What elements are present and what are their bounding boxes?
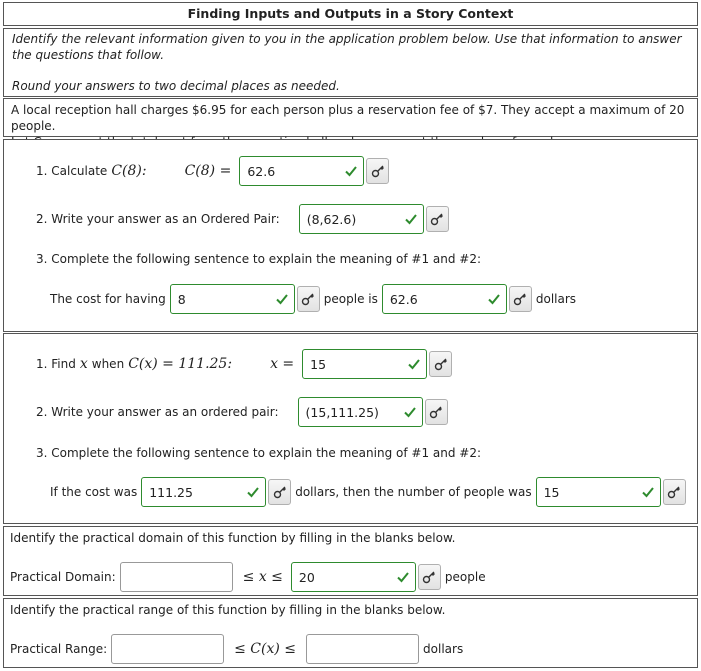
part2-q1-label: 1. Find (36, 357, 76, 371)
check-icon (488, 293, 500, 305)
range-panel (3, 598, 698, 668)
check-icon (642, 486, 654, 498)
part1-q1-lhs: C(8) = (184, 163, 232, 179)
key-icon (429, 405, 443, 419)
domain-panel (3, 526, 698, 596)
part1-q2-answer-value: (8,62.6) (306, 211, 357, 227)
part2-q1-when: when (91, 357, 125, 371)
part1-sentence-mid: people is (323, 292, 378, 306)
key-icon (667, 485, 681, 499)
key-button[interactable] (268, 479, 291, 505)
part1-q1-row (36, 156, 389, 186)
part2-q2-label: 2. Write your answer as an ordered pair: (36, 405, 279, 419)
part1-q1-answer-input[interactable] (239, 156, 364, 186)
domain-label: Practical Domain: (10, 570, 116, 584)
key-icon (301, 292, 315, 306)
part2-q3-row (36, 446, 481, 460)
part1-sentence-suffix: dollars (535, 292, 577, 306)
part2-q1-math: C(x) = 111.25: (128, 356, 233, 372)
key-button[interactable] (297, 286, 320, 312)
part1-q2-answer-input[interactable] (299, 204, 424, 234)
part2-q1-row (36, 349, 452, 379)
range-unit: dollars (423, 642, 464, 656)
key-icon (434, 357, 448, 371)
part2-sentence-value-1: 111.25 (149, 484, 193, 500)
key-button[interactable] (425, 399, 448, 425)
check-icon (247, 486, 259, 498)
range-upper-input[interactable] (306, 634, 419, 664)
part1-q3-row (36, 252, 481, 266)
part1-sentence-value-1: 8 (177, 291, 186, 307)
rounding-note: Round your answers to two decimal places as needed. (12, 79, 340, 93)
problem-line-1: A local reception hall charges $6.95 for each person plus a reservation fee of $7. They accept a maximum of 20 people. (11, 103, 685, 133)
check-icon (408, 358, 420, 370)
range-label: Practical Range: (10, 642, 108, 656)
part1-sentence-value-2: 62.6 (389, 291, 418, 307)
part2-q2-answer-value: (15,111.25) (305, 404, 379, 420)
key-button[interactable] (509, 286, 532, 312)
key-icon (273, 485, 287, 499)
key-icon (513, 292, 527, 306)
part2-q1-var: x (79, 356, 88, 372)
range-lower-input[interactable] (111, 634, 224, 664)
part1-q1-answer-value: 62.6 (247, 163, 276, 179)
key-button[interactable] (426, 206, 449, 232)
part2-sentence-input-1[interactable] (141, 477, 266, 507)
part-2-panel (3, 333, 698, 524)
title-text: Finding Inputs and Outputs in a Story Context (187, 6, 514, 21)
part2-q2-row (36, 397, 448, 427)
domain-upper-input[interactable] (291, 562, 416, 592)
part2-q2-answer-input[interactable] (298, 397, 423, 427)
key-icon (422, 570, 436, 584)
key-icon (430, 212, 444, 226)
range-prompt-row (10, 603, 445, 617)
domain-unit: people (444, 570, 486, 584)
part2-sentence-input-2[interactable] (536, 477, 661, 507)
part-1-panel (3, 139, 698, 332)
domain-prompt-row (10, 531, 455, 545)
domain-input-row (10, 562, 486, 592)
check-icon (404, 406, 416, 418)
domain-upper-value: 20 (298, 569, 315, 585)
part2-q3-label: 3. Complete the following sentence to explain the meaning of #1 and #2: (36, 446, 482, 460)
check-icon (405, 213, 417, 225)
part2-q1-answer-input[interactable] (302, 349, 427, 379)
part1-sentence-row (50, 284, 576, 314)
range-input-row (10, 634, 463, 664)
part1-q2-row (36, 204, 449, 234)
part2-sentence-row (50, 477, 686, 507)
part2-q1-lhs: x = (270, 356, 295, 372)
part1-sentence-input-2[interactable] (382, 284, 507, 314)
activity-title (3, 2, 698, 26)
key-button[interactable] (366, 158, 389, 184)
range-inequality: ≤ C(x) ≤ (234, 641, 297, 657)
domain-inequality: ≤ x ≤ (242, 569, 283, 585)
problem-statement (3, 98, 698, 137)
check-icon (345, 165, 357, 177)
part2-sentence-mid: dollars, then the number of people was (295, 485, 532, 499)
part1-q1-label: 1. Calculate (36, 164, 108, 178)
part2-q1-answer-value: 15 (310, 356, 327, 372)
instructions-text: Identify the relevant information given to you in the application problem below. Use that information to answer the questions that follow. (12, 32, 682, 62)
key-icon (371, 164, 385, 178)
key-button[interactable] (429, 351, 452, 377)
part2-sentence-prefix: If the cost was (50, 485, 138, 499)
part1-q1-math: C(8): (111, 163, 147, 179)
key-button[interactable] (663, 479, 686, 505)
domain-prompt: Identify the practical domain of this function by filling in the blanks below. (10, 531, 456, 545)
part2-sentence-value-2: 15 (543, 484, 560, 500)
check-icon (276, 293, 288, 305)
key-button[interactable] (418, 564, 441, 590)
range-prompt: Identify the practical range of this function by filling in the blanks below. (10, 603, 446, 617)
instructions-panel (3, 28, 698, 97)
part1-q2-label: 2. Write your answer as an Ordered Pair: (36, 212, 280, 226)
domain-lower-input[interactable] (120, 562, 233, 592)
part1-q3-label: 3. Complete the following sentence to explain the meaning of #1 and #2: (36, 252, 482, 266)
check-icon (397, 571, 409, 583)
part1-sentence-input-1[interactable] (170, 284, 295, 314)
part1-sentence-prefix: The cost for having (50, 292, 166, 306)
